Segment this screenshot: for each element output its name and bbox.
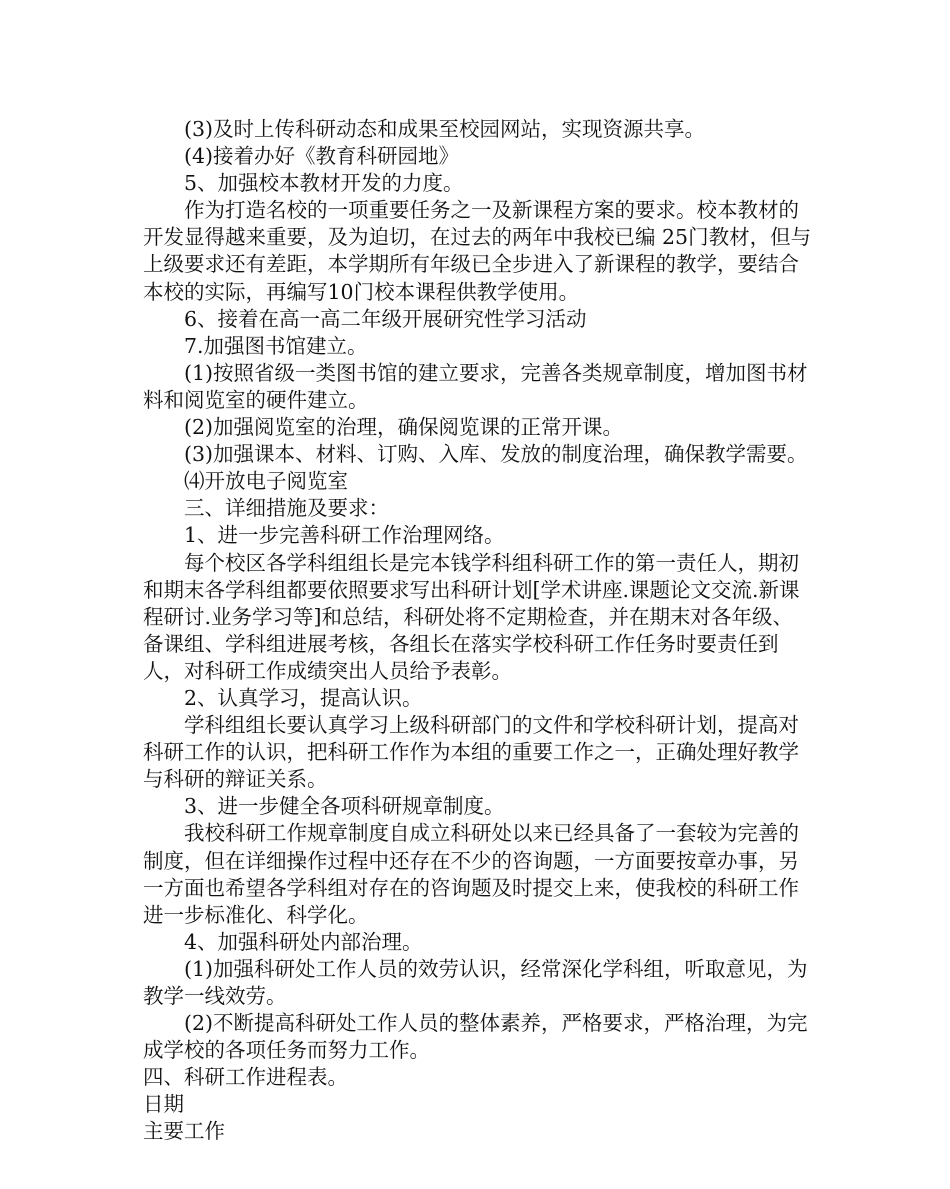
paragraph-internal-2: (2)不断提高科研处工作人员的整体素养，严格要求，严格治理，为完成学校的各项任务而努力工作。 — [143, 1011, 808, 1063]
paragraph-item-4-garden: (4)接着办好《教育科研园地》 — [184, 144, 460, 169]
section-heading-6: 6、接着在高一高二年级开展研究性学习活动 — [184, 306, 587, 331]
document-body — [143, 116, 813, 1146]
section-heading-7: 7.加强图书馆建立。 — [184, 333, 368, 358]
paragraph-textbook: 作为打造名校的一项重要任务之一及新课程方案的要求。校本教材的开发显得越来重要，及为迫切，在过去的两年中我校已编 25门教材，但与上级要求还有差距，本学期所有年级已全步进入了新课程的教学，要结合本校的实际，再编写10门校本课程供教学使用。 — [143, 198, 812, 304]
paragraph-library-3: (3)加强课本、材料、订购、入库、发放的制度治理，确保教学需要。 — [184, 442, 808, 467]
section-heading-5: 5、加强校本教材开发的力度。 — [184, 171, 464, 196]
table-header-main-work: 主要工作 — [143, 1119, 225, 1144]
section-heading-measures-3: 3、进一步健全各项科研规章制度。 — [184, 794, 505, 819]
paragraph-research-network: 每个校区各学科组组长是完本钱学科组科研工作的第一责任人，期初和期末各学科组都要依照要求写出科研计划[学术讲座.课题论文交流.新课程研讨.业务学习等]和总结，科研处将不定期检查，并在期末对各年级、备课组、学科组进展考核，各组长在落实学校科研工作任务时要责任到人，对科研工作成绩突出人员给予表彰。 — [143, 550, 800, 683]
paragraph-internal-1: (1)加强科研处工作人员的效劳认识，经常深化学科组，听取意见，为教学一线效劳。 — [143, 956, 808, 1008]
paragraph-item-3-upload: (3)及时上传科研动态和成果至校园网站，实现资源共享。 — [184, 117, 706, 141]
paragraph-study: 学科组组长要认真学习上级科研部门的文件和学校科研计划，提高对科研工作的认识，把科研工作作为本组的重要工作之一，正确处理好教学与科研的辩证关系。 — [143, 713, 799, 792]
paragraph-library-4: ⑷开放电子阅览室 — [184, 469, 348, 494]
paragraph-regulations: 我校科研工作规章制度自成立科研处以来已经具备了一套较为完善的制度，但在详细操作过程中还存在不少的咨询题，一方面要按章办事，另一方面也希望各学科组对存在的咨询题及时提交上来，使我校的科研工作进一步标准化、科学化。 — [143, 821, 799, 927]
section-heading-measures-4: 4、加强科研处内部治理。 — [184, 929, 423, 954]
paragraph-library-1: (1)按照省级一类图书馆的建立要求，完善各类规章制度，增加图书材料和阅览室的硬件建立。 — [143, 360, 808, 412]
section-heading-measures-1: 1、进一步完善科研工作治理网络。 — [184, 523, 505, 548]
chapter-heading-3: 三、详细措施及要求： — [184, 496, 389, 521]
section-heading-measures-2: 2、认真学习，提高认识。 — [184, 685, 423, 710]
table-header-date: 日期 — [143, 1092, 184, 1117]
paragraph-library-2: (2)加强阅览室的治理，确保阅览课的正常开课。 — [184, 415, 624, 440]
chapter-heading-4: 四、科研工作进程表。 — [143, 1065, 348, 1090]
